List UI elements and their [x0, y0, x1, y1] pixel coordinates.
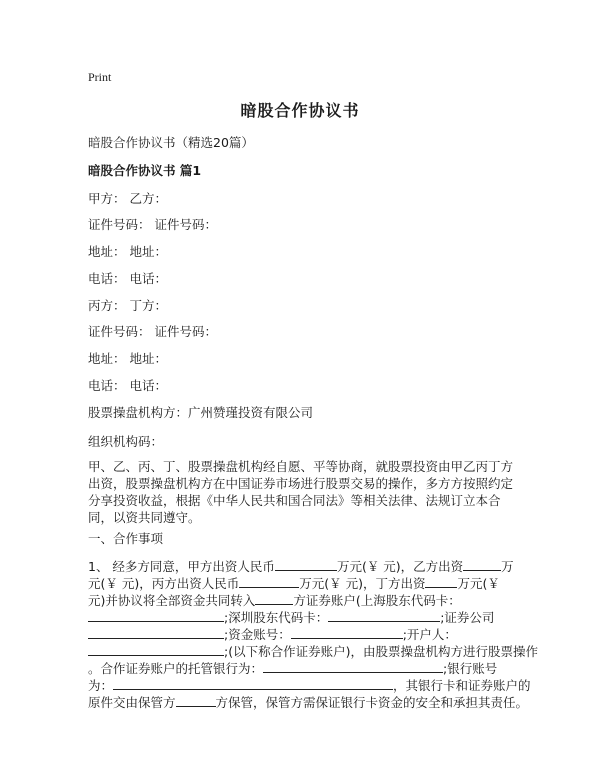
blank-field — [263, 661, 443, 673]
clause-text: ;资金账号： — [224, 627, 291, 642]
party-line-1: 甲方： 乙方： — [88, 191, 167, 206]
clause-heading: 一、合作事项 — [88, 531, 164, 546]
clause-text: ;(以下称合作证券账户)，由股票操盘机构方进行股票操作 — [224, 644, 538, 659]
blank-field — [275, 559, 337, 571]
blank-field — [328, 610, 440, 622]
clause-text: 。合作证券账户的托管银行为： — [88, 661, 264, 676]
clause-text: ;证券公司 — [440, 610, 495, 625]
party-line-2: 证件号码： 证件号码： — [88, 217, 217, 232]
blank-field — [88, 627, 224, 639]
clause-text: ;深圳股东代码卡： — [224, 610, 329, 625]
clause-text: 方保管，保管方需保证银行卡资金的安全和承担其责任。 — [215, 695, 529, 710]
party-line-8: 电话： 电话： — [88, 378, 167, 393]
intro-paragraph: 甲、乙、丙、丁、股票操盘机构经自愿、平等协商，就股票投资由甲乙丙丁方出资，股票操盘机构方在中国证券市场进行股票交易的操作，多方方按照约定分享投资收益，根据《中华人民共和国合同法》等相关法律、法规订立本合同，以资共同遵守。 — [88, 459, 514, 525]
org-code-line: 组织机构码： — [88, 434, 164, 449]
party-line-5: 丙方： 丁方： — [88, 298, 167, 313]
blank-field — [113, 678, 393, 690]
clause-text: 万 — [501, 559, 514, 574]
clause-text: 为： — [88, 678, 114, 693]
print-label: Print — [88, 70, 112, 84]
blank-field — [291, 627, 403, 639]
party-line-4: 电话： 电话： — [88, 271, 167, 286]
operator-line: 股票操盘机构方：广州赞瑾投资有限公司 — [88, 405, 314, 420]
clause-text: 1、 经多方同意，甲方出资人民币 — [88, 559, 275, 574]
party-line-3: 地址： 地址： — [88, 244, 167, 259]
party-line-7: 地址： 地址： — [88, 351, 167, 366]
clause-text: 万元(￥ 元)，丁方出资 — [299, 576, 426, 591]
party-line-6: 证件号码： 证件号码： — [88, 324, 217, 339]
blank-field — [255, 593, 293, 605]
section-heading: 暗股合作协议书 篇1 — [88, 163, 202, 178]
clause-text: ，其银行卡和证券账户的 — [393, 678, 531, 693]
blank-field — [88, 610, 224, 622]
blank-field — [239, 576, 299, 588]
clause-text: 原件交由保管方 — [88, 695, 176, 710]
blank-field — [425, 576, 457, 588]
clause-text: 万元(￥ 元)，乙方出资 — [336, 559, 464, 574]
clause-text: 万元(￥ — [457, 576, 500, 591]
document-subtitle: 暗股合作协议书（精选20篇） — [88, 135, 254, 150]
clause-text: ;开户人： — [402, 627, 457, 642]
blank-field — [463, 559, 501, 571]
blank-field — [176, 695, 216, 707]
clause-text: 方证券账户(上海股东代码卡： — [293, 593, 461, 608]
blank-field — [88, 644, 224, 656]
clause-text: ;银行账号 — [443, 661, 498, 676]
document-title: 暗股合作协议书 — [240, 101, 360, 120]
clause-text: 元(￥ 元)，丙方出资人民币 — [88, 576, 240, 591]
clause-text: 元)并协议将全部资金共同转入 — [88, 593, 256, 608]
